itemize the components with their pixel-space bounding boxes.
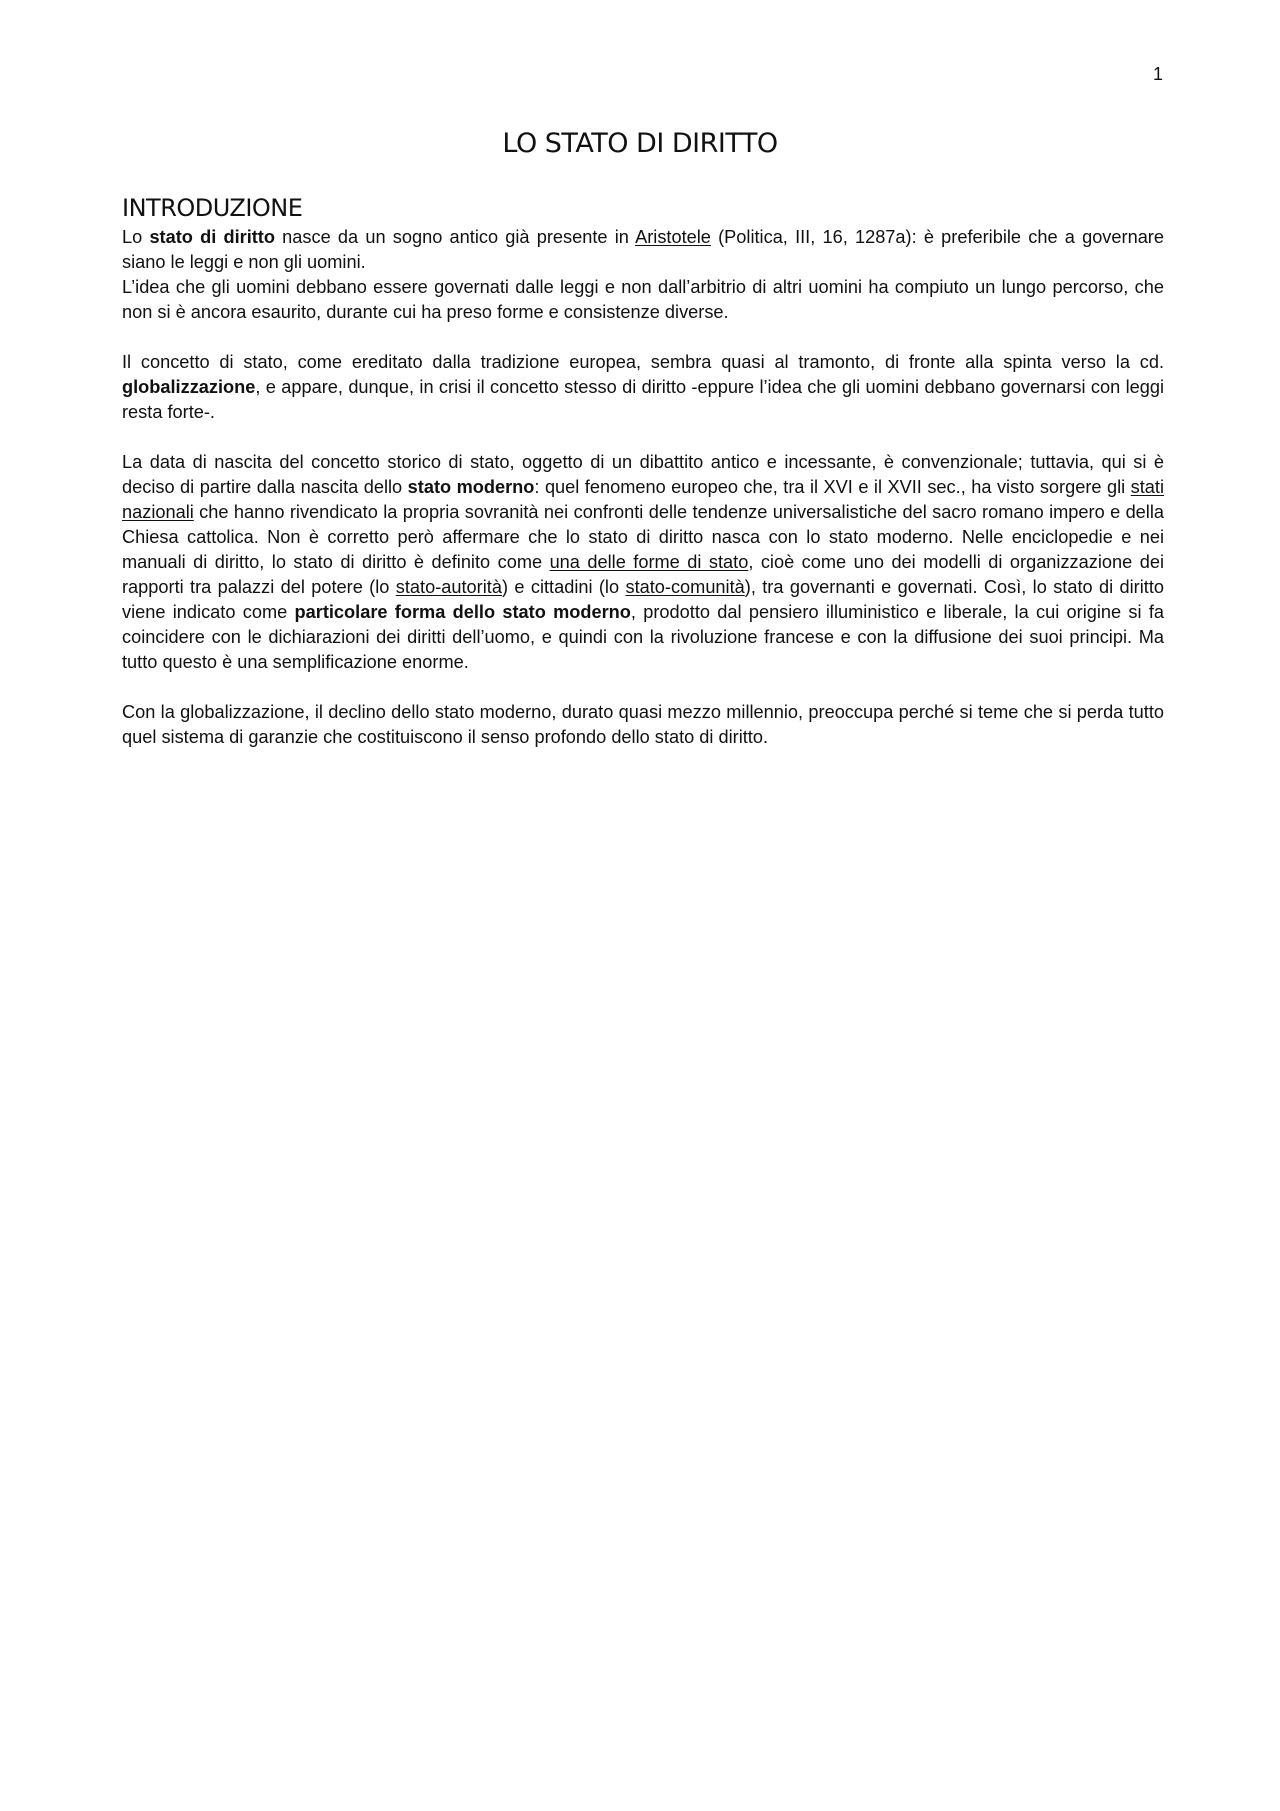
bold-term: globalizzazione (122, 377, 256, 397)
bold-term: particolare forma dello stato moderno (294, 602, 631, 622)
text-span: Il concetto di stato, come ereditato dalla tradizione europea, sembra quasi al tramonto, di fronte alla spinta verso la cd. (122, 352, 1164, 372)
paragraph-5 (122, 700, 1164, 750)
paragraph-1 (122, 225, 1164, 275)
text-span: nasce da un sogno antico già presente in (274, 227, 636, 247)
text-span: (Politica, III, 16, 1287a): è preferibile che a governare siano le leggi e non gli uomini. (122, 227, 1164, 272)
text-span: La data di nascita del concetto storico di stato, oggetto di un dibattito antico e incessante, è convenzionale; tuttavia, qui si è deciso di partire dalla nascita dello (122, 452, 1164, 497)
document-title: LO STATO DI DIRITTO (502, 128, 778, 159)
text-span: ), tra governanti e governati. Così, lo stato di diritto viene indicato come (122, 577, 1164, 622)
text-span: , cioè come uno dei modelli di organizzazione dei rapporti tra palazzi del potere (lo (122, 552, 1164, 597)
paragraph-4 (122, 450, 1164, 675)
text-span: Lo (122, 227, 150, 247)
text-span: ) e cittadini (lo (501, 577, 626, 597)
text-span: L’idea che gli uomini debbano essere governati dalle leggi e non dall’arbitrio di altri uomini ha compiuto un lungo percorso, che non si è ancora esaurito, durante cui ha preso forme e consistenze diverse. (122, 277, 1164, 322)
bold-term: stato di diritto (149, 227, 275, 247)
text-span: , e appare, dunque, in crisi il concetto stesso di diritto -eppure l’idea che gli uomini debbano governarsi con leggi resta forte-. (122, 377, 1164, 422)
text-span: : quel fenomeno europeo che, tra il XVI e il XVII sec., ha visto sorgere gli (534, 477, 1131, 497)
underlined-term: stato-comunità (625, 577, 745, 597)
page-number: 1 (1152, 64, 1163, 84)
paragraph-3 (122, 350, 1164, 425)
underlined-term: stati nazionali (122, 477, 1165, 522)
paragraph-2 (122, 275, 1164, 325)
underlined-term: una delle forme di stato (549, 552, 749, 572)
text-span: , prodotto dal pensiero illuministico e liberale, la cui origine si fa coincidere con le dichiarazioni dei diritti dell’uomo, e quindi con la rivoluzione francese e con la diffusione dei suoi principi. Ma tutto questo è una semplificazione enorme. (122, 602, 1164, 672)
underlined-term: Aristotele (635, 227, 711, 247)
bold-term: stato moderno (407, 477, 535, 497)
underlined-term: stato-autorità (395, 577, 502, 597)
text-span: che hanno rivendicato la propria sovranità nei confronti delle tendenze universalistiche del sacro romano impero e della Chiesa cattolica. Non è corretto però affermare che lo stato di diritto nasca con lo stato moderno. Nelle enciclopedie e nei manuali di diritto, lo stato di diritto è definito come (122, 502, 1164, 572)
section-heading: INTRODUZIONE (122, 194, 303, 222)
text-span: Con la globalizzazione, il declino dello stato moderno, durato quasi mezzo millennio, preoccupa perché si teme che si perda tutto quel sistema di garanzie che costituiscono il senso profondo dello stato di diritto. (122, 702, 1164, 747)
document-body (122, 193, 1164, 750)
